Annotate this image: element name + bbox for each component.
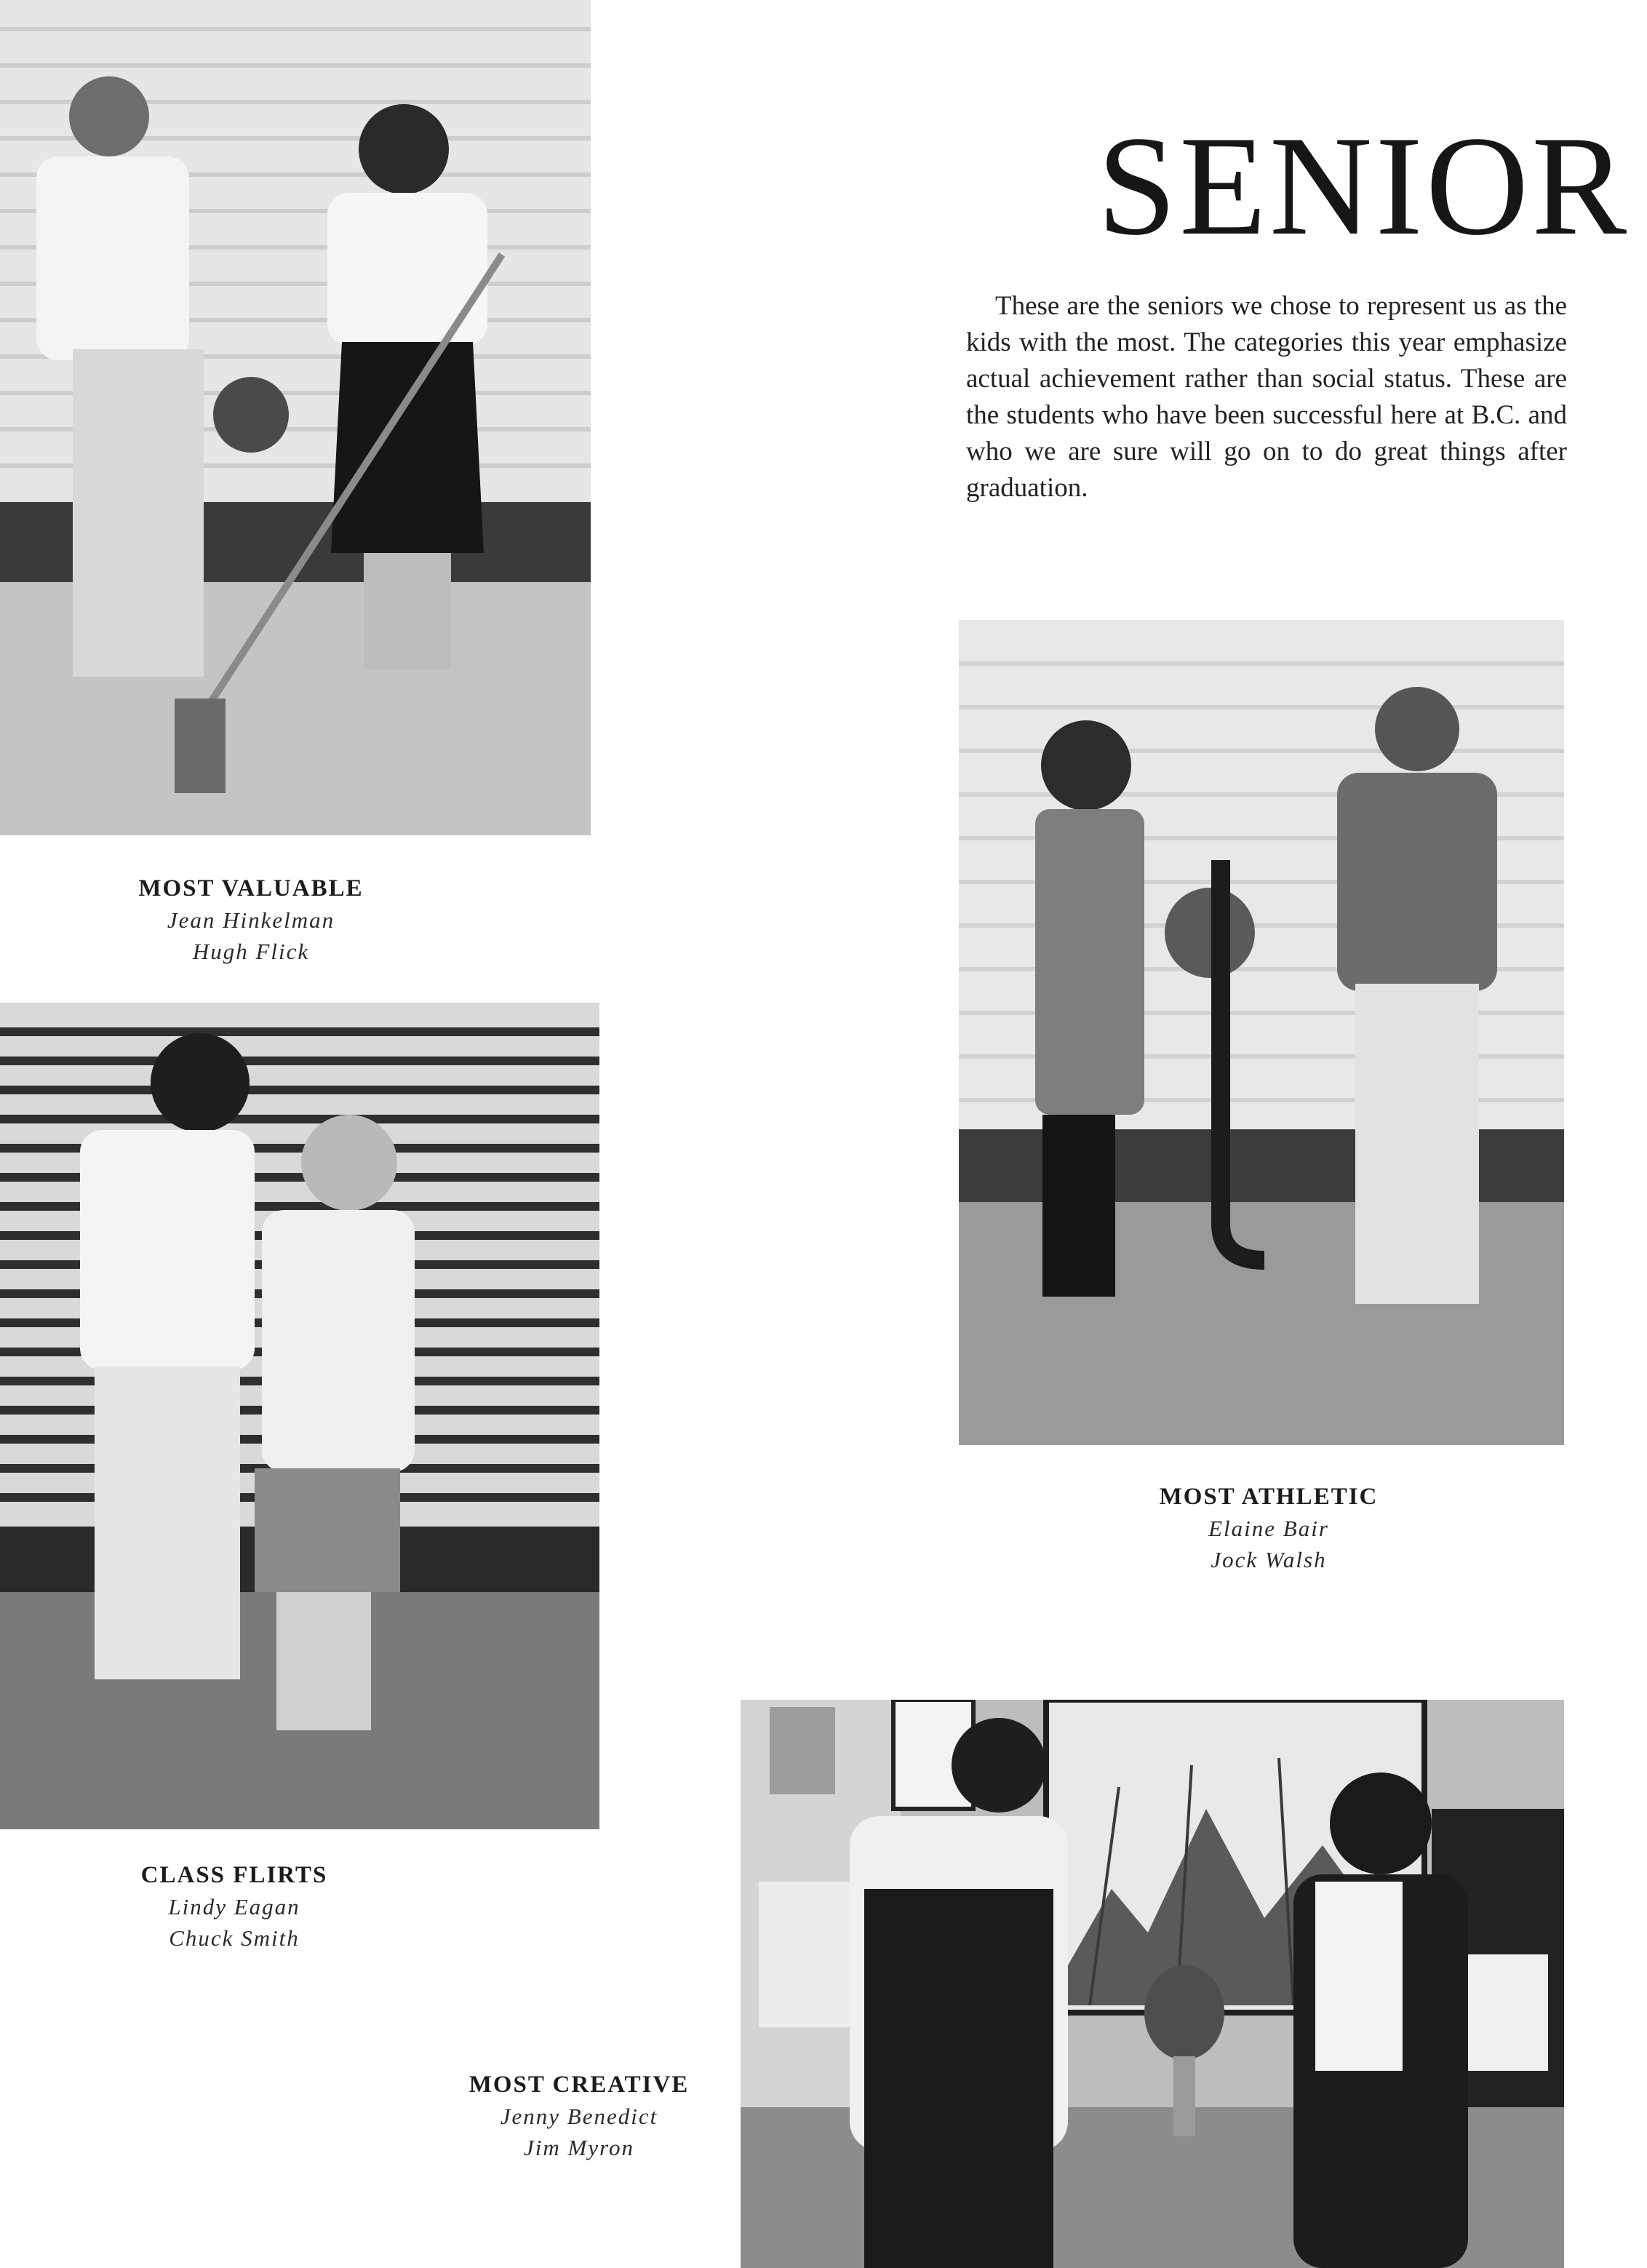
award-name: Elaine Bair bbox=[1208, 1516, 1329, 1541]
award-name: Jenny Benedict bbox=[500, 2104, 658, 2129]
photo-most-athletic bbox=[959, 620, 1564, 1445]
photo-class-flirts bbox=[0, 1003, 599, 1829]
caption-most-valuable bbox=[0, 873, 502, 967]
award-name: Hugh Flick bbox=[192, 939, 310, 964]
award-category: MOST CREATIVE bbox=[468, 2072, 690, 2098]
award-category: CLASS FLIRTS bbox=[140, 1862, 328, 1888]
award-name: Jock Walsh bbox=[1211, 1547, 1327, 1572]
caption-most-athletic bbox=[1017, 1481, 1520, 1575]
intro-paragraph: These are the seniors we chose to represent us as the kids with the most. The categories this year emphasize actual achievement rather than social status. These are the students who have been successful here at B.C. and who we are sure will go on to do great things after graduation. bbox=[966, 291, 1567, 503]
caption-class-flirts bbox=[0, 1860, 468, 1954]
photo-most-valuable bbox=[0, 0, 591, 835]
award-category: MOST ATHLETIC bbox=[1159, 1484, 1379, 1510]
award-name: Chuck Smith bbox=[169, 1925, 300, 1951]
award-name: Jean Hinkelman bbox=[167, 907, 335, 933]
award-name: Jim Myron bbox=[523, 2135, 634, 2160]
page-title: SENIOR bbox=[1097, 107, 1630, 265]
caption-most-creative bbox=[436, 2069, 722, 2163]
award-name: Lindy Eagan bbox=[168, 1894, 300, 1919]
award-category: MOST VALUABLE bbox=[138, 875, 364, 902]
photo-most-creative bbox=[741, 1700, 1564, 2268]
